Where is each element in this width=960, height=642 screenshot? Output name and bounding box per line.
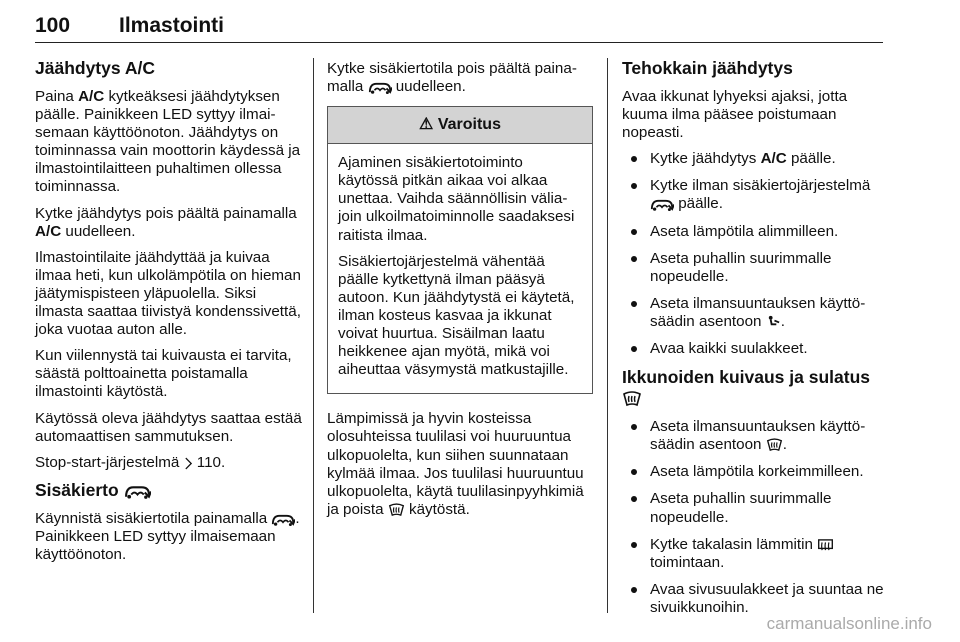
face-vent-icon <box>766 314 781 329</box>
column-3 <box>622 60 890 626</box>
paragraph: Ilmastointilaite jäähdyttää ja kuivaa ilmaa heti, kun ulkolämpötila on hieman jäätymispisteen yläpuolella. Siksi ilmasta saattaa tiivistyä kondenssivettä, joka vuotaa auton alle. <box>35 248 301 339</box>
column-divider <box>313 58 314 613</box>
heading-ac-cooling: Jäähdytys A/C <box>35 58 155 78</box>
recirculation-icon <box>124 484 151 499</box>
defrost-icon <box>388 503 405 517</box>
bullet-list <box>622 418 890 617</box>
defrost-icon <box>622 391 642 407</box>
list-item: Kytke jäähdytys A/C päälle. <box>622 150 890 168</box>
rear-window-heater-icon <box>817 538 834 552</box>
bullet-list <box>622 150 890 358</box>
paragraph: Kytke sisäkiertotila pois päältä painamalla uudelleen. <box>327 60 577 96</box>
recirculation-icon <box>368 81 392 94</box>
warning-box <box>327 106 593 394</box>
list-item: Aseta ilmansuuntauksen käyttösäädin asentoon . <box>622 295 890 331</box>
warning-body <box>328 144 592 393</box>
warning-text: Ajaminen sisäkiertotoiminto käytössä pitkän aikaa voi alkaa unettaa. Vaihda säännöllisin väliajoin ulkoilmatoiminnolle saadaksesi raitista ilmaa. <box>338 154 575 244</box>
list-item: Aseta lämpötila alimmilleen. <box>622 223 890 241</box>
defrost-icon <box>766 438 783 452</box>
paragraph: Stop-start-järjestelmä 110. <box>35 453 226 471</box>
warning-icon: ⚠ <box>419 116 434 134</box>
recirculation-icon <box>650 198 674 211</box>
list-item: Avaa kaikki suulakkeet. <box>622 340 890 358</box>
list-item: Aseta lämpötila korkeimmilleen. <box>622 463 890 481</box>
list-item: Avaa sivusuulakkeet ja suuntaa ne sivuikkunoihin. <box>622 581 890 617</box>
paragraph: Käytössä oleva jäähdytys saattaa estää automaattisen sammutuksen. <box>35 409 302 445</box>
list-item: Kytke ilman sisäkiertojärjestelmä päälle. <box>622 177 890 213</box>
paragraph: Käynnistä sisäkiertotila painamalla . Painikkeen LED syttyy ilmaisemaan käyttöönoton. <box>35 509 300 563</box>
paragraph: Lämpimissä ja hyvin kosteissa olosuhteissa tuulilasi voi huuruuntua ulkopuolelta, kun siihen suunnataan kylmää ilmaa. Jos tuulilasi huuruuntuu ulkopuolelta, käytä tuulilasinpyyhkimiä ja poista käytöstä. <box>327 410 584 518</box>
paragraph: Avaa ikkunat lyhyeksi ajaksi, jotta kuuma ilma pääsee poistumaan nopeasti. <box>622 88 848 142</box>
page-header <box>35 14 883 43</box>
heading-recirculation: Sisäkierto <box>35 480 303 501</box>
column-2 <box>327 60 593 527</box>
list-item: Aseta puhallin suurimmalle nopeudelle. <box>622 490 890 526</box>
paragraph: Kun viilennystä tai kuivausta ei tarvita, säästä polttoainetta poistamalla ilmastointi käytöstä. <box>35 347 292 401</box>
warning-text: Sisäkiertojärjestelmä vähentää päälle kytkettynä ilman pääsyä autoon. Kun jäähdytystä ei käytetä, ilman kosteus kasvaa ja ikkunat voivat huurtua. Sisäilman laatu heikkenee ajan myötä, mikä voi aiheuttaa väsymystä matkustajille. <box>338 252 575 379</box>
warning-title: Varoitus <box>437 116 501 134</box>
heading-defog: Ikkunoiden kuivaus ja sulatus <box>622 367 890 409</box>
column-1 <box>35 60 303 572</box>
list-item: Aseta puhallin suurimmalle nopeudelle. <box>622 250 890 286</box>
paragraph: Paina A/C kytkeäksesi jäähdytyksen päälle. Painikkeen LED syttyy ilmaisemaan käyttöönoton. Jäähdytys on toiminnassa vain moottorin käydessä ja ilmastointilaitteen puhaltimen ollessa toiminnassa. <box>35 88 301 196</box>
watermark: carmanualsonline.info <box>766 614 932 633</box>
list-item: Aseta ilmansuuntauksen käyttösäädin asentoon . <box>622 418 890 454</box>
heading-maximum-cooling: Tehokkain jäähdytys <box>622 58 793 78</box>
paragraph: Kytke jäähdytys pois päältä painamalla A/C uudelleen. <box>35 204 297 240</box>
page-reference-link[interactable]: 110. <box>196 453 226 471</box>
list-item: Kytke takalasin lämmitin toimintaan. <box>622 536 890 572</box>
page-title: Ilmastointi <box>119 14 225 37</box>
column-divider <box>607 58 608 613</box>
page-reference-icon <box>184 457 193 470</box>
recirculation-icon <box>271 513 295 526</box>
page-number: 100 <box>35 14 71 37</box>
warning-header <box>328 107 592 144</box>
